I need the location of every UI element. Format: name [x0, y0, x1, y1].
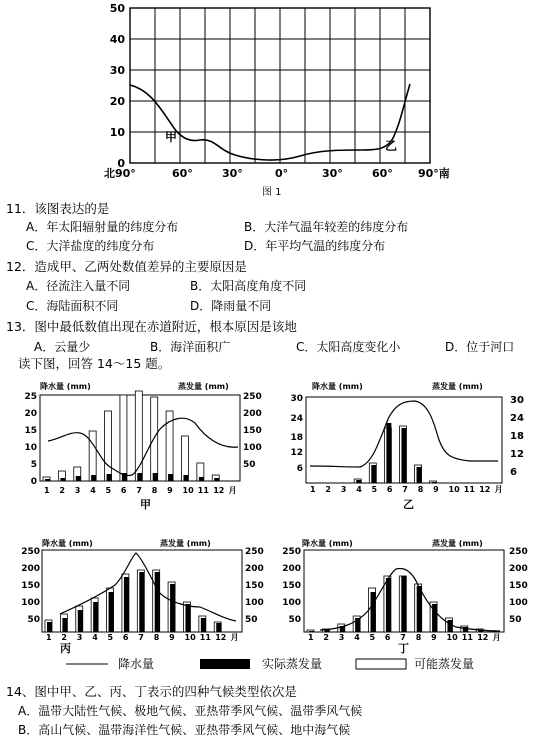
actual-evaporation-bar	[91, 475, 96, 481]
month-tick: 11	[197, 486, 209, 495]
q13-option-a[interactable]: A．云量少	[34, 340, 91, 354]
month-tick: 5	[107, 633, 114, 642]
actual-evaporation-bar	[137, 473, 142, 481]
actual-evaporation-bar	[93, 602, 98, 632]
x-tick: 0°	[275, 167, 289, 180]
month-tick: 10	[448, 485, 460, 494]
month-tick: 6	[384, 633, 391, 642]
q14-option-a[interactable]: A．温带大陆性气候、极地气候、亚热带季风气候、温带季风气候	[18, 704, 363, 718]
y-tick: 10	[24, 443, 37, 453]
actual-evaporation-bar	[401, 428, 406, 483]
y-tick: 25	[24, 392, 37, 402]
actual-evaporation-bar	[62, 618, 67, 632]
chart-right-label: 蒸发量 (mm)	[160, 539, 211, 548]
y-tick: 250	[282, 547, 301, 557]
month-tick: 12	[215, 633, 227, 642]
chart-right-label: 蒸发量 (mm)	[178, 382, 229, 391]
month-tick: 2	[325, 485, 331, 494]
q14-option-b[interactable]: B．高山气候、温带海洋性气候、亚热带季风气候、地中海气候	[18, 723, 351, 737]
q12-option-a[interactable]: A．径流注入量不同	[26, 279, 131, 293]
y-tick: 24	[290, 414, 303, 424]
actual-evaporation-bar	[324, 630, 329, 632]
chart-left-label: 降水量 (mm)	[312, 382, 363, 391]
chart-name: 丁	[398, 642, 409, 655]
legend	[66, 656, 474, 671]
possible-evaporation-bar	[181, 436, 188, 481]
y-tick: 150	[243, 426, 262, 436]
y-tick: 18	[290, 433, 303, 443]
chart-right-label: 蒸发量 (mm)	[432, 539, 483, 548]
q13-option-c[interactable]: C．太阳高度变化小	[296, 340, 401, 354]
legend-actual-label: 实际蒸发量	[262, 657, 323, 671]
month-tick: 月	[228, 486, 237, 495]
possible-evaporation-bar	[120, 395, 127, 481]
month-tick: 8	[417, 485, 424, 494]
x-tick: 90°南	[418, 167, 450, 180]
month-tick: 2	[323, 633, 329, 642]
y-tick: 150	[282, 581, 301, 591]
chart-yi	[290, 381, 523, 511]
chart-left-label: 降水量 (mm)	[302, 539, 353, 548]
month-tick: 10	[182, 486, 194, 495]
month-tick: 4	[90, 486, 96, 495]
month-tick: 9	[167, 486, 173, 495]
actual-evaporation-bar	[109, 592, 114, 632]
month-tick: 3	[338, 633, 345, 642]
actual-evaporation-bar	[78, 610, 83, 632]
y-tick: 200	[282, 564, 301, 574]
month-tick: 6	[122, 633, 129, 642]
label-yi: 乙	[385, 139, 398, 153]
y-tick: 150	[245, 581, 264, 591]
y-tick: 30	[290, 394, 303, 404]
chart-name: 乙	[403, 498, 414, 511]
climate-charts	[0, 375, 541, 680]
month-tick: 9	[431, 633, 437, 642]
q12-stem: 12．造成甲、乙两处数值差异的主要原因是	[6, 259, 247, 274]
actual-evaporation-bar	[155, 572, 160, 632]
possible-evaporation-bar	[105, 411, 112, 481]
x-tick: 30°	[222, 167, 243, 180]
y-tick: 12	[510, 449, 524, 460]
y-tick: 100	[282, 598, 301, 608]
y-tick: 20	[24, 409, 37, 419]
actual-evaporation-bar	[447, 620, 452, 632]
actual-evaporation-bar	[401, 576, 406, 632]
y-tick: 50	[245, 615, 258, 625]
y-tick: 40	[109, 33, 125, 46]
chart-name: 甲	[140, 498, 151, 511]
month-tick: 5	[369, 633, 376, 642]
month-tick: 12	[479, 485, 491, 494]
y-tick: 100	[21, 598, 40, 608]
actual-evaporation-bar	[371, 592, 376, 632]
actual-evaporation-bar	[185, 604, 190, 632]
actual-evaporation-bar	[417, 467, 422, 483]
y-tick: 0	[117, 157, 125, 170]
month-tick: 3	[74, 486, 81, 495]
chart-right-label: 蒸发量 (mm)	[432, 382, 483, 391]
month-tick: 月	[492, 633, 501, 642]
y-tick: 24	[510, 413, 524, 424]
y-tick: 200	[509, 564, 528, 574]
q13-option-d[interactable]: D．位于河口	[445, 340, 515, 354]
q11-option-a[interactable]: A．年太阳辐射量的纬度分布	[26, 220, 179, 234]
month-tick: 8	[151, 486, 158, 495]
figure-1	[0, 0, 541, 200]
q14-stem: 14、图中甲、乙、丙、丁表示的四种气候类型依次是	[6, 684, 297, 699]
chart-name: 丙	[60, 642, 71, 655]
q11-stem: 11．该图表达的是	[6, 201, 110, 216]
month-tick: 9	[433, 485, 439, 494]
actual-evaporation-bar	[107, 474, 112, 481]
actual-evaporation-bar	[47, 622, 52, 632]
month-tick: 11	[461, 633, 473, 642]
chart-bing	[21, 538, 264, 655]
chart-jia	[24, 381, 261, 511]
y-tick: 18	[510, 431, 524, 442]
month-tick: 7	[402, 485, 408, 494]
y-tick: 0	[30, 477, 37, 487]
possible-evaporation-bar	[89, 431, 96, 481]
q11-option-c[interactable]: C．大洋盐度的纬度分布	[26, 239, 155, 253]
month-tick: 12	[477, 633, 489, 642]
month-tick: 月	[494, 485, 503, 494]
salinity-curve	[130, 84, 410, 160]
y-tick: 250	[245, 547, 264, 557]
actual-evaporation-bar	[76, 476, 81, 481]
q11-option-b[interactable]: B．大洋气温年较差的纬度分布	[244, 220, 409, 234]
y-tick: 12	[290, 448, 303, 458]
actual-evaporation-bar	[432, 482, 437, 483]
chart-ding	[282, 538, 528, 655]
month-tick: 1	[44, 486, 50, 495]
actual-evaporation-bar	[153, 473, 158, 481]
y-tick: 30	[109, 64, 125, 77]
actual-evaporation-bar	[214, 478, 219, 481]
y-tick: 250	[509, 547, 528, 557]
x-tick: 30°	[322, 167, 343, 180]
month-tick: 2	[61, 633, 67, 642]
q12-option-d[interactable]: D．降雨量不同	[190, 299, 272, 313]
actual-evaporation-bar	[183, 475, 188, 481]
actual-evaporation-bar	[386, 423, 391, 483]
y-tick: 200	[21, 564, 40, 574]
month-tick: 5	[371, 485, 378, 494]
y-tick: 10	[109, 126, 125, 139]
actual-evaporation-bar	[139, 572, 144, 632]
q12-option-c[interactable]: C．海陆面积不同	[26, 299, 119, 313]
y-tick: 20	[109, 95, 125, 108]
y-tick: 5	[30, 460, 37, 470]
y-tick: 6	[296, 464, 303, 474]
month-tick: 3	[340, 485, 347, 494]
q13-option-b[interactable]: B．海洋面积广	[150, 340, 231, 354]
x-tick: 北90°	[104, 167, 136, 180]
month-tick: 4	[92, 633, 98, 642]
actual-evaporation-bar	[60, 478, 65, 481]
month-tick: 6	[120, 486, 127, 495]
month-tick: 11	[199, 633, 211, 642]
month-tick: 6	[386, 485, 393, 494]
legend-possible-label: 可能蒸发量	[414, 657, 475, 671]
actual-evaporation-bar	[356, 480, 361, 483]
y-tick: 150	[21, 581, 40, 591]
y-tick: 30	[510, 395, 524, 406]
y-tick: 200	[243, 409, 262, 419]
y-tick: 250	[21, 547, 40, 557]
y-tick: 100	[243, 443, 262, 453]
month-tick: 5	[105, 486, 112, 495]
month-tick: 8	[415, 633, 422, 642]
q13-stem: 13．图中最低数值出现在赤道附近，根本原因是该地	[6, 319, 297, 334]
actual-evaporation-bar	[216, 623, 221, 632]
y-tick: 250	[243, 392, 262, 402]
month-tick: 10	[184, 633, 196, 642]
y-tick: 100	[245, 598, 264, 608]
legend-line-label: 降水量	[118, 657, 155, 671]
actual-evaporation-bar	[124, 577, 129, 632]
month-tick: 12	[213, 486, 225, 495]
month-tick: 3	[76, 633, 83, 642]
figure-caption: 图 1	[262, 187, 282, 198]
month-tick: 7	[138, 633, 144, 642]
chart-left-label: 降水量 (mm)	[42, 539, 93, 548]
actual-evaporation-bar	[201, 618, 206, 632]
month-tick: 7	[400, 633, 406, 642]
actual-evaporation-bar	[386, 578, 391, 632]
chart-left-label: 降水量 (mm)	[40, 382, 91, 391]
q12-option-b[interactable]: B．太阳高度角度不同	[190, 279, 307, 293]
month-tick: 10	[446, 633, 458, 642]
y-tick: 15	[24, 426, 37, 436]
actual-evaporation-bar	[309, 631, 314, 632]
y-tick: 50	[243, 460, 256, 470]
month-tick: 11	[463, 485, 475, 494]
y-tick: 50	[288, 615, 301, 625]
y-tick: 150	[509, 581, 528, 591]
month-tick: 月	[230, 633, 239, 642]
y-tick: 50	[509, 615, 522, 625]
month-tick: 4	[356, 485, 362, 494]
actual-evaporation-bar	[45, 479, 50, 481]
y-tick: 6	[510, 467, 517, 478]
month-tick: 1	[308, 633, 314, 642]
q11-option-d[interactable]: D．年平均气温的纬度分布	[244, 239, 386, 253]
intro-text: 读下图，回答 14～15 题。	[18, 356, 171, 371]
actual-evaporation-bar	[170, 584, 175, 632]
x-tick: 60°	[172, 167, 193, 180]
y-tick: 200	[245, 564, 264, 574]
month-tick: 1	[46, 633, 52, 642]
label-jia: 甲	[165, 130, 178, 144]
y-tick: 100	[509, 598, 528, 608]
month-tick: 4	[354, 633, 360, 642]
actual-evaporation-bar	[168, 474, 173, 481]
month-tick: 2	[59, 486, 65, 495]
actual-evaporation-bar	[417, 586, 422, 632]
y-tick: 50	[27, 615, 40, 625]
actual-evaporation-bar	[371, 465, 376, 483]
month-tick: 9	[169, 633, 175, 642]
actual-evaporation-bar	[199, 477, 204, 481]
month-tick: 7	[136, 486, 142, 495]
month-tick: 1	[310, 485, 316, 494]
month-tick: 8	[153, 633, 160, 642]
x-tick: 60°	[372, 167, 393, 180]
y-tick: 50	[109, 2, 125, 15]
